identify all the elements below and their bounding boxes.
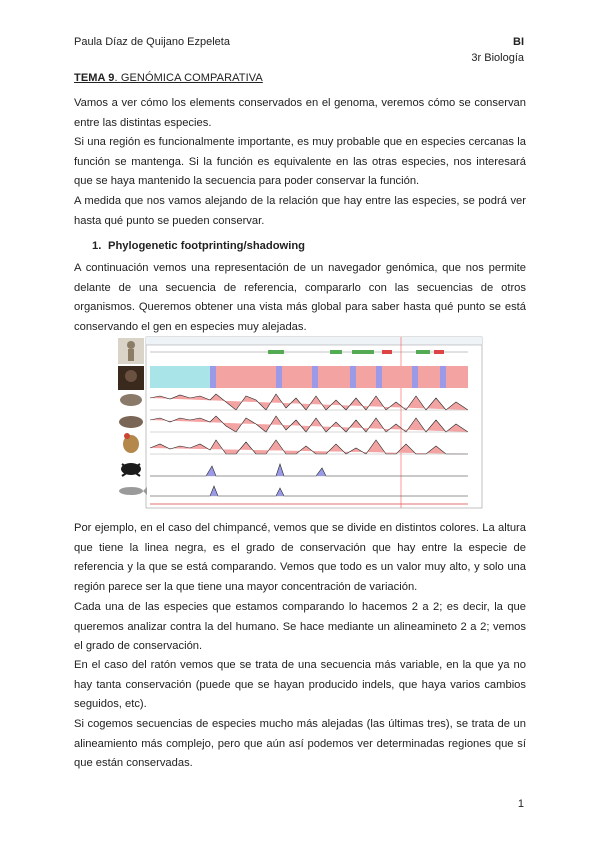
rat-icon <box>119 416 143 428</box>
page-title: TEMA 9. GENÓMICA COMPARATIVA <box>74 72 263 84</box>
header-course-name: 3r Biología <box>471 52 524 64</box>
intro-paragraph-2: Si una región es funcionalmente importante, es muy probable que en especies cercanas la función se mantenga. Si la función es equivalente en las otras especies, nos interesará que se haya mantenido la secuencia para poder conservar la función. <box>74 136 526 188</box>
intro-paragraph-1: Vamos a ver cómo los elements conservados en el genoma, veremos cómo se conservan entre las distintas especies. <box>74 97 526 129</box>
intro-paragraph-3: A medida que nos vamos alejando de la relación que hay entre las especies, se podrá ver hasta qué punto se pueden conservar. <box>74 195 526 227</box>
frog-icon <box>121 463 141 476</box>
page-number: 1 <box>517 798 524 810</box>
chimpanzee-track <box>150 366 468 388</box>
header-author: Paula Díaz de Quijano Ezpeleta <box>74 36 230 48</box>
body-paragraph-1: Por ejemplo, en el caso del chimpancé, vemos que se divide en distintos colores. La altura que tiene la linea negra, es el grado de conservación que hay entre la especie de referencia y la que se está comparando. Vemos que todo es un valor muy alto, y solo una región parece ser la que tiene una mayor concentración de variación. <box>74 522 526 593</box>
body-paragraph-4: Si cogemos secuencias de especies mucho más alejadas (las últimas tres), se trata de un alineamiento más complejo, pero que aún así podemos ver determinadas regiones que sí que están conservadas. <box>74 718 526 770</box>
section-heading: 1. Phylogenetic footprinting/shadowing <box>92 240 306 252</box>
genome-browser-figure <box>116 336 484 510</box>
body-paragraph-2: Cada una de las especies que estamos comparando lo hacemos 2 a 2; es decir, la que queremos analizar contra la del humano. Se hace mediante un alineamineto 2 a 2; vemos el grado de conservación. <box>74 601 526 653</box>
body-paragraph-3: En el caso del ratón vemos que se trata de una secuencia más variable, en la que ya no hay tanta conservación (puede que se hayan producido indels, que haya varios cambios seguidos, etc). <box>74 659 526 711</box>
section-paragraph: A continuación vemos una representación de un navegador genómica, que nos permite delante de una secuencia de referencia, compararlo con las secuencias de otros organismos. Queremos obtener una vista más global para saber hasta qué punto se está conservando el gen en especies muy alejadas. <box>74 262 526 333</box>
header-course-code: BI <box>513 36 524 48</box>
mouse-icon <box>120 394 142 406</box>
